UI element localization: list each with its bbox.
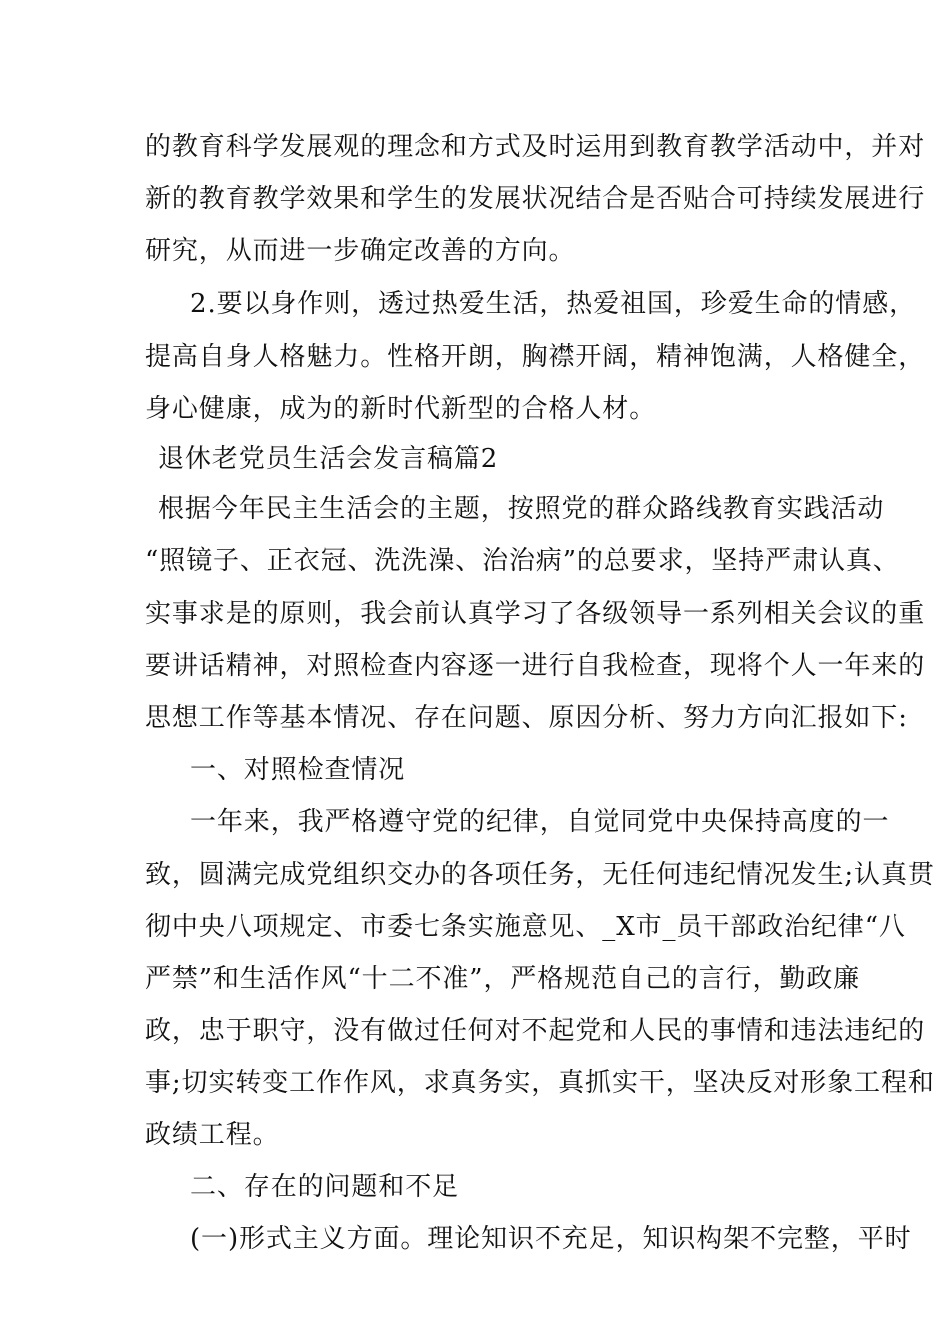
body-text-line: 实事求是的原则，我会前认真学习了各级领导一系列相关会议的重 — [145, 599, 926, 629]
body-text-line: 事;切实转变工作作风，求真务实，真抓实干，坚决反对形象工程和 — [145, 1068, 935, 1098]
body-text-line: 要讲话精神，对照检查内容逐一进行自我检查，现将个人一年来的 — [145, 651, 926, 681]
body-text-line: 研究，从而进一步确定改善的方向。 — [145, 236, 576, 266]
body-text-line: 彻中央八项规定、市委七条实施意见、_X市_员干部政治纪律“八 — [145, 912, 906, 942]
body-text-line: 身心健康，成为的新时代新型的合格人材。 — [145, 394, 657, 424]
list-item-2-line: 2.要以身作则，透过热爱生活，热爱祖国，珍爱生命的情感， — [190, 289, 917, 319]
body-text-line: 一年来，我严格遵守党的纪律，自觉同党中央保持高度的一 — [190, 807, 890, 837]
body-text-line: 致，圆满完成党组织交办的各项任务，无任何违纪情况发生;认真贯 — [145, 860, 935, 890]
body-text-line: 政绩工程。 — [145, 1120, 280, 1150]
body-text-line: 提高自身人格魅力。性格开朗，胸襟开阔，精神饱满，人格健全， — [145, 342, 926, 372]
body-text-line: 政，忠于职守，没有做过任何对不起党和人民的事情和违法违纪的 — [145, 1016, 926, 1046]
body-text-line: 根据今年民主生活会的主题，按照党的群众路线教育实践活动 — [158, 494, 885, 524]
body-text-line: (一)形式主义方面。理论知识不充足，知识构架不完整，平时 — [190, 1224, 912, 1254]
body-text-line: 的教育科学发展观的理念和方式及时运用到教育教学活动中，并对 — [145, 132, 926, 162]
heading-one: 一、对照检查情况 — [190, 755, 406, 785]
body-text-line: “照镜子、正衣冠、洗洗澡、治治病”的总要求，坚持严肃认真、 — [145, 546, 900, 576]
body-text-line: 新的教育教学效果和学生的发展状况结合是否贴合可持续发展进行 — [145, 184, 926, 214]
body-text-line: 严禁”和生活作风“十二不准”，严格规范自己的言行，勤政廉 — [145, 964, 861, 994]
body-text-line: 思想工作等基本情况、存在问题、原因分析、努力方向汇报如下: — [145, 703, 908, 733]
section-title: 退休老党员生活会发言稿篇2 — [158, 444, 499, 474]
heading-two: 二、存在的问题和不足 — [190, 1172, 460, 1202]
